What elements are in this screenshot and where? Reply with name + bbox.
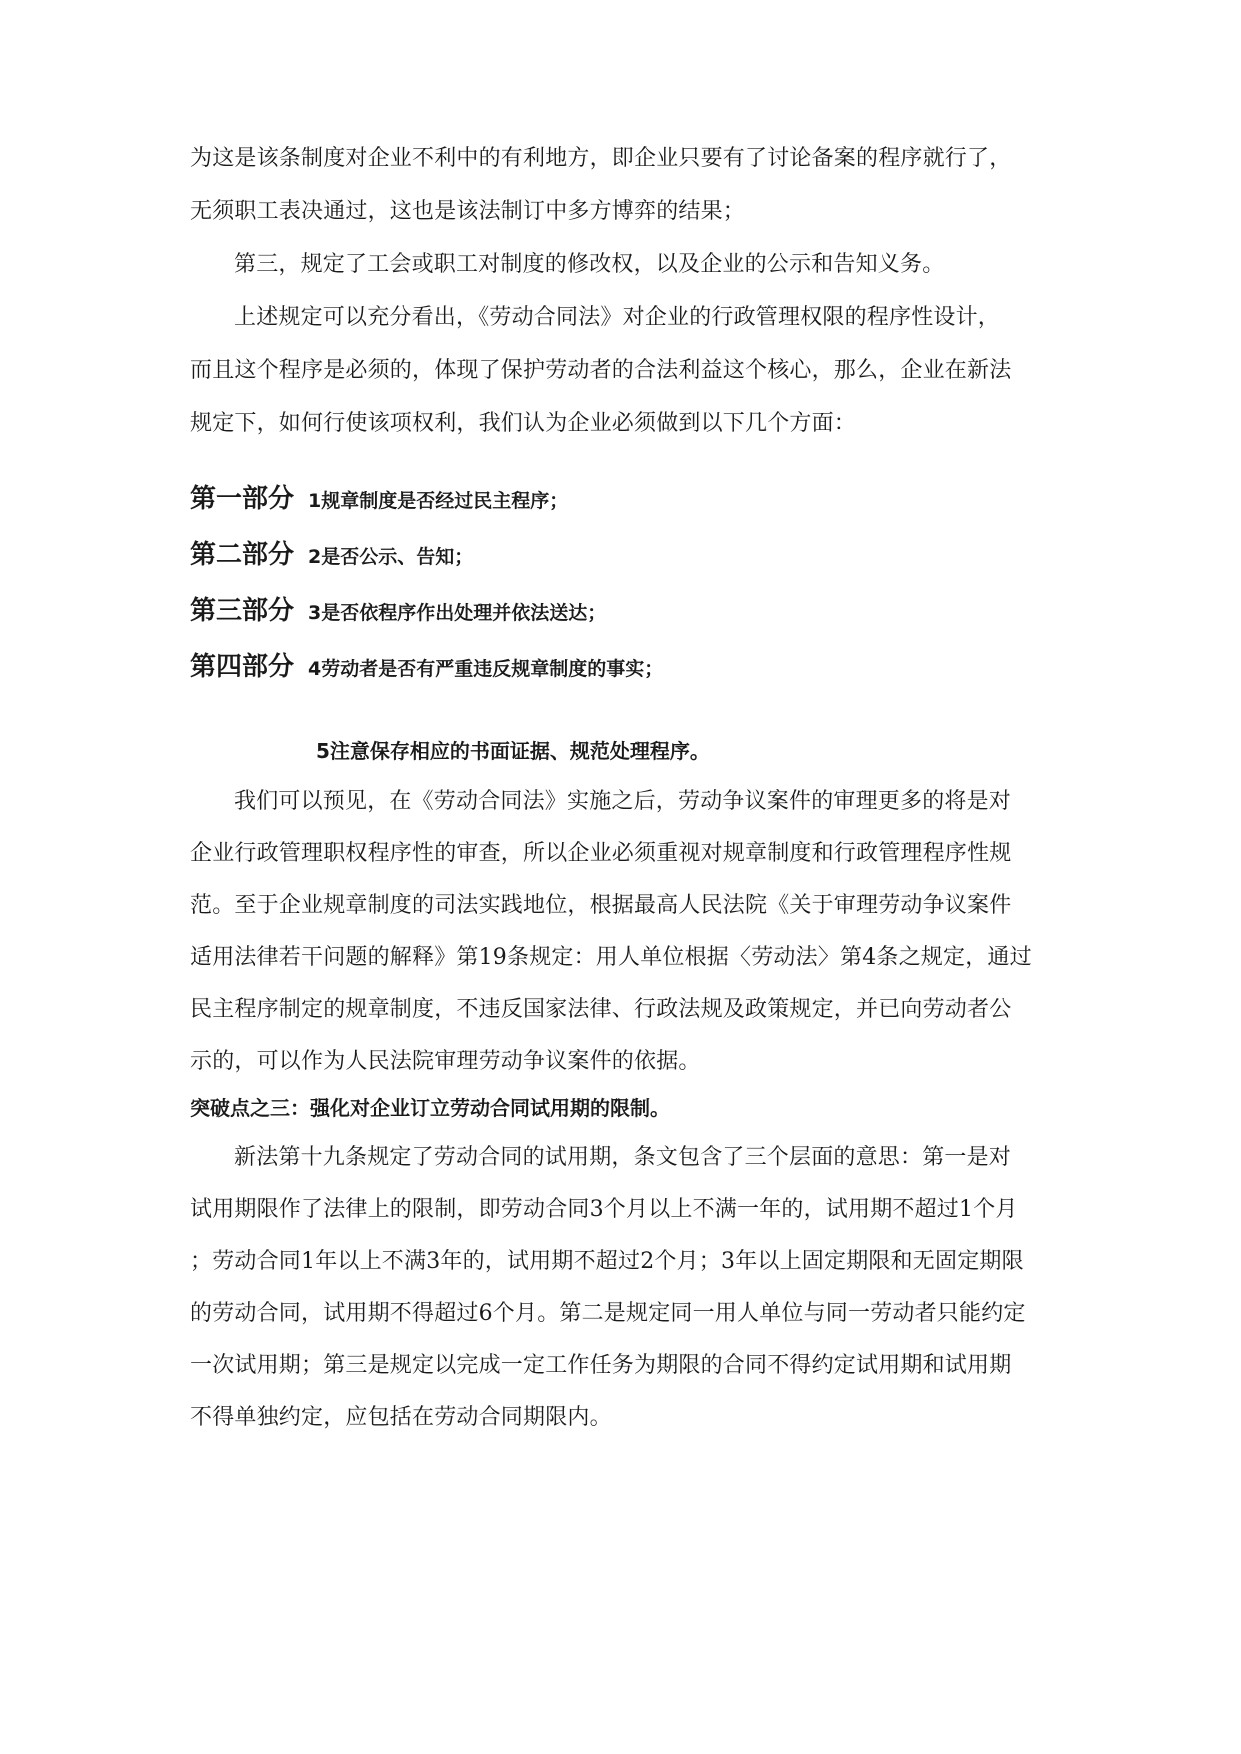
- paragraph-line: 无须职工表决通过，这也是该法制订中多方博弈的结果；: [190, 199, 746, 224]
- part-label: 第三部分: [190, 596, 295, 626]
- paragraph-line: 一次试用期；第三是规定以完成一定工作任务为期限的合同不得约定试用期和试用期: [190, 1353, 1012, 1378]
- part-item: [190, 594, 606, 630]
- part-label: 第四部分: [190, 652, 295, 682]
- paragraph-line: 新法第十九条规定了劳动合同的试用期，条文包含了三个层面的意思：第一是对: [234, 1145, 1012, 1170]
- paragraph-line: 第三，规定了工会或职工对制度的修改权，以及企业的公示和告知义务。: [234, 252, 945, 277]
- paragraph-line: 不得单独约定，应包括在劳动合同期限内。: [190, 1405, 612, 1430]
- part-item: [190, 650, 663, 686]
- paragraph-line: 试用期限作了法律上的限制，即劳动合同3个月以上不满一年的，试用期不超过1个月: [190, 1197, 1018, 1222]
- paragraph-line: 而且这个程序是必须的，体现了保护劳动者的合法利益这个核心，那么，企业在新法: [190, 358, 1012, 383]
- section-heading: 突破点之三：强化对企业订立劳动合同试用期的限制。: [190, 1096, 670, 1120]
- paragraph-line: 范。至于企业规章制度的司法实践地位，根据最高人民法院《关于审理劳动争议案件: [190, 893, 1012, 918]
- part-label: 第二部分: [190, 540, 295, 570]
- paragraph-line: ；劳动合同1年以上不满3年的，试用期不超过2个月；3年以上固定期限和无固定期限: [190, 1249, 1024, 1274]
- paragraph-line: 规定下，如何行使该项权利，我们认为企业必须做到以下几个方面：: [190, 411, 857, 436]
- list-item-5: 5注意保存相应的书面证据、规范处理程序。: [316, 739, 710, 763]
- part-item: [190, 538, 473, 574]
- part-text: 2是否公示、告知；: [308, 546, 474, 568]
- part-label: 第一部分: [190, 484, 295, 514]
- part-text: 4劳动者是否有严重违反规章制度的事实；: [308, 658, 664, 680]
- part-item: [190, 482, 568, 518]
- part-text: 3是否依程序作出处理并依法送达；: [308, 602, 607, 624]
- paragraph-line: 企业行政管理职权程序性的审查，所以企业必须重视对规章制度和行政管理程序性规: [190, 841, 1012, 866]
- paragraph-line: 示的，可以作为人民法院审理劳动争议案件的依据。: [190, 1049, 701, 1074]
- paragraph-line: 民主程序制定的规章制度，不违反国家法律、行政法规及政策规定，并已向劳动者公: [190, 997, 1012, 1022]
- part-text: 1规章制度是否经过民主程序；: [308, 490, 569, 512]
- paragraph-line: 我们可以预见，在《劳动合同法》实施之后，劳动争议案件的审理更多的将是对: [234, 789, 1012, 814]
- paragraph-line: 上述规定可以充分看出，《劳动合同法》对企业的行政管理权限的程序性设计，: [234, 305, 1001, 330]
- paragraph-line: 适用法律若干问题的解释》第19条规定：用人单位根据〈劳动法〉第4条之规定，通过: [190, 945, 1032, 970]
- paragraph-line: 的劳动合同，试用期不得超过6个月。第二是规定同一用人单位与同一劳动者只能约定: [190, 1301, 1026, 1326]
- paragraph-line: 为这是该条制度对企业不利中的有利地方，即企业只要有了讨论备案的程序就行了，: [190, 146, 1012, 171]
